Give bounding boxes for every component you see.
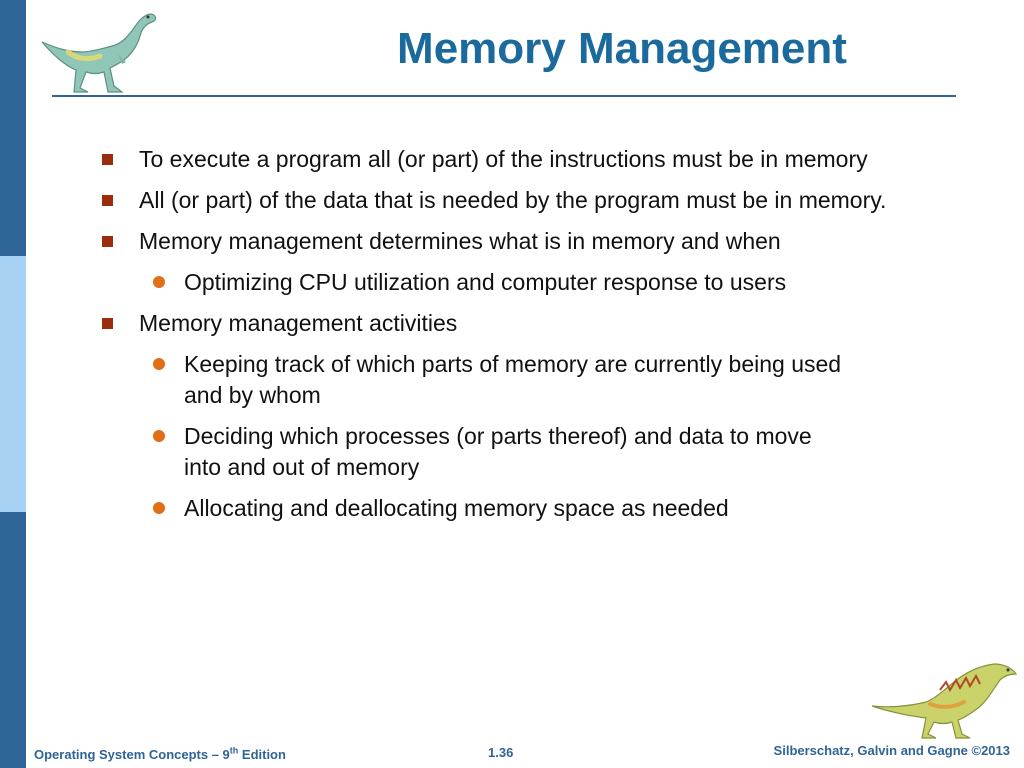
square-bullet-icon	[102, 195, 113, 206]
sub-bullet-item	[100, 421, 834, 483]
footer-book-title	[34, 747, 286, 762]
sub-bullet-item	[100, 349, 874, 411]
footer-book-prefix: Operating System Concepts – 9	[34, 747, 230, 762]
round-bullet-icon	[153, 358, 165, 370]
sidebar-stripe-highlight	[0, 256, 26, 512]
round-bullet-icon	[153, 502, 165, 514]
footer-page-number: 1.36	[488, 745, 514, 760]
bullet-item	[100, 185, 900, 216]
bullet-text: Keeping track of which parts of memory are currently being used and by whom	[184, 351, 842, 408]
slide-title: Memory Management	[397, 24, 847, 73]
title-divider	[52, 95, 956, 97]
dinosaur-logo-icon	[38, 8, 158, 96]
round-bullet-icon	[153, 276, 165, 288]
bullet-text: Deciding which processes (or parts thereof) and data to move into and out of memory	[184, 423, 812, 480]
sub-bullet-item	[100, 267, 900, 298]
square-bullet-icon	[102, 154, 113, 165]
bullet-text: To execute a program all (or part) of the instructions must be in memory	[139, 146, 868, 172]
footer-book-suffix: Edition	[238, 747, 286, 762]
bullet-list	[100, 144, 900, 534]
bullet-text: Allocating and deallocating memory space as needed	[184, 495, 729, 521]
bullet-text: Memory management activities	[139, 310, 458, 336]
square-bullet-icon	[102, 318, 113, 329]
bullet-item	[100, 308, 900, 339]
sub-bullet-item	[100, 493, 900, 524]
square-bullet-icon	[102, 236, 113, 247]
dinosaur-footer-icon	[870, 660, 1020, 740]
footer-authors: Silberschatz, Galvin and Gagne ©2013	[773, 743, 1010, 758]
bullet-text: Optimizing CPU utilization and computer response to users	[184, 269, 787, 295]
bullet-item	[100, 144, 900, 175]
footer-book-sup: th	[229, 745, 239, 756]
bullet-text: All (or part) of the data that is needed by the program must be in memory.	[139, 187, 887, 213]
bullet-text: Memory management determines what is in memory and when	[139, 228, 781, 254]
round-bullet-icon	[153, 430, 165, 442]
bullet-item	[100, 226, 900, 257]
